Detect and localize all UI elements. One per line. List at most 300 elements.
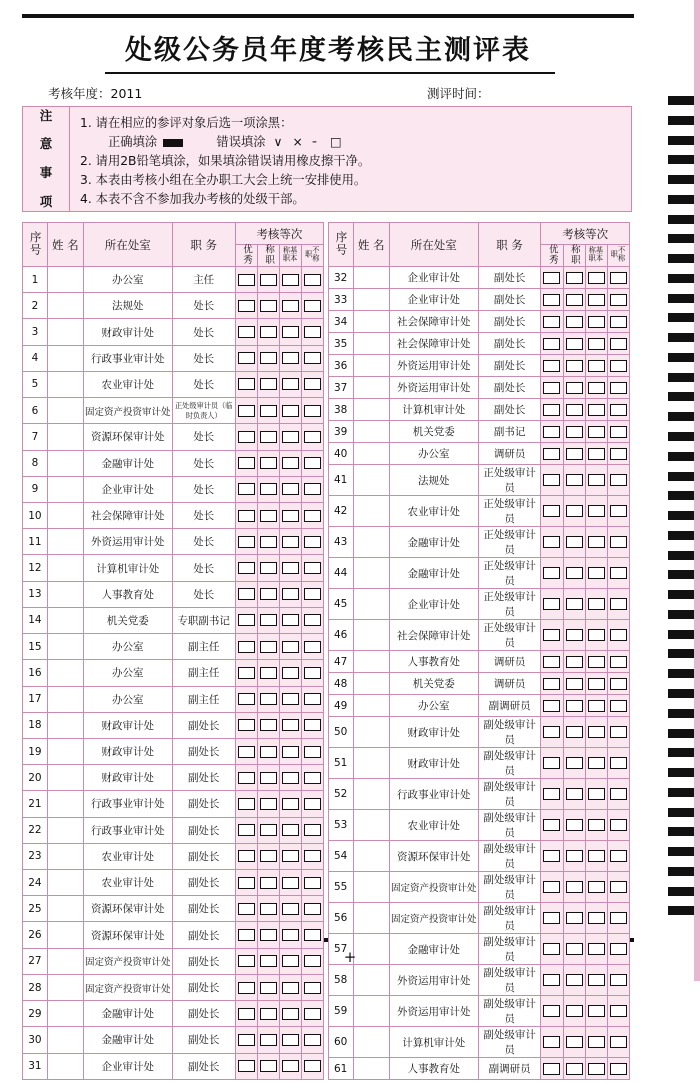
bubble-competent-icon[interactable] [260, 903, 277, 915]
bubble-competent-icon[interactable] [566, 294, 583, 306]
bubble-excellent-icon[interactable] [543, 656, 560, 668]
bubble-cell-basic[interactable] [585, 841, 607, 872]
bubble-excellent-icon[interactable] [543, 474, 560, 486]
bubble-cell-excellent[interactable] [235, 712, 257, 738]
bubble-cell-incompetent[interactable] [607, 717, 629, 748]
bubble-excellent-icon[interactable] [543, 757, 560, 769]
bubble-cell-basic[interactable] [585, 399, 607, 421]
bubble-cell-incompetent[interactable] [607, 965, 629, 996]
bubble-cell-incompetent[interactable] [302, 293, 324, 319]
bubble-cell-competent[interactable] [563, 333, 585, 355]
bubble-cell-excellent[interactable] [541, 399, 563, 421]
bubble-competent-icon[interactable] [566, 404, 583, 416]
bubble-basic-icon[interactable] [282, 352, 299, 364]
bubble-competent-icon[interactable] [566, 598, 583, 610]
bubble-cell-excellent[interactable] [235, 319, 257, 345]
bubble-cell-competent[interactable] [257, 974, 279, 1000]
bubble-basic-icon[interactable] [282, 824, 299, 836]
bubble-cell-competent[interactable] [257, 738, 279, 764]
bubble-cell-excellent[interactable] [541, 465, 563, 496]
bubble-cell-basic[interactable] [585, 465, 607, 496]
bubble-basic-icon[interactable] [588, 426, 605, 438]
bubble-cell-competent[interactable] [257, 529, 279, 555]
bubble-cell-competent[interactable] [257, 607, 279, 633]
bubble-cell-basic[interactable] [585, 589, 607, 620]
bubble-cell-competent[interactable] [257, 870, 279, 896]
bubble-competent-icon[interactable] [260, 431, 277, 443]
bubble-cell-incompetent[interactable] [607, 589, 629, 620]
bubble-basic-icon[interactable] [588, 448, 605, 460]
bubble-excellent-icon[interactable] [238, 693, 255, 705]
bubble-cell-competent[interactable] [563, 267, 585, 289]
bubble-cell-incompetent[interactable] [607, 527, 629, 558]
bubble-cell-incompetent[interactable] [607, 841, 629, 872]
bubble-competent-icon[interactable] [260, 378, 277, 390]
bubble-cell-basic[interactable] [585, 1027, 607, 1058]
bubble-basic-icon[interactable] [588, 272, 605, 284]
bubble-excellent-icon[interactable] [543, 294, 560, 306]
bubble-cell-competent[interactable] [257, 371, 279, 397]
bubble-cell-excellent[interactable] [235, 738, 257, 764]
bubble-cell-basic[interactable] [279, 529, 301, 555]
bubble-cell-competent[interactable] [257, 1027, 279, 1053]
bubble-basic-icon[interactable] [588, 294, 605, 306]
bubble-cell-incompetent[interactable] [302, 607, 324, 633]
bubble-excellent-icon[interactable] [238, 850, 255, 862]
bubble-incompetent-icon[interactable] [304, 903, 321, 915]
bubble-incompetent-icon[interactable] [304, 772, 321, 784]
bubble-cell-basic[interactable] [585, 527, 607, 558]
bubble-basic-icon[interactable] [282, 850, 299, 862]
bubble-competent-icon[interactable] [260, 929, 277, 941]
bubble-basic-icon[interactable] [588, 881, 605, 893]
bubble-excellent-icon[interactable] [238, 877, 255, 889]
bubble-basic-icon[interactable] [282, 641, 299, 653]
bubble-cell-excellent[interactable] [235, 371, 257, 397]
bubble-cell-excellent[interactable] [235, 634, 257, 660]
bubble-competent-icon[interactable] [566, 881, 583, 893]
bubble-cell-incompetent[interactable] [607, 399, 629, 421]
bubble-cell-basic[interactable] [279, 345, 301, 371]
bubble-cell-basic[interactable] [279, 371, 301, 397]
bubble-incompetent-icon[interactable] [304, 405, 321, 417]
bubble-basic-icon[interactable] [588, 338, 605, 350]
bubble-incompetent-icon[interactable] [304, 1034, 321, 1046]
bubble-cell-competent[interactable] [563, 421, 585, 443]
bubble-basic-icon[interactable] [282, 405, 299, 417]
bubble-cell-excellent[interactable] [541, 496, 563, 527]
bubble-competent-icon[interactable] [566, 678, 583, 690]
bubble-incompetent-icon[interactable] [304, 588, 321, 600]
bubble-incompetent-icon[interactable] [610, 404, 627, 416]
bubble-cell-basic[interactable] [279, 1001, 301, 1027]
bubble-cell-competent[interactable] [257, 765, 279, 791]
bubble-cell-competent[interactable] [563, 527, 585, 558]
bubble-cell-incompetent[interactable] [302, 843, 324, 869]
bubble-cell-excellent[interactable] [235, 974, 257, 1000]
bubble-incompetent-icon[interactable] [304, 719, 321, 731]
bubble-excellent-icon[interactable] [238, 562, 255, 574]
bubble-incompetent-icon[interactable] [304, 850, 321, 862]
bubble-basic-icon[interactable] [588, 382, 605, 394]
bubble-incompetent-icon[interactable] [304, 641, 321, 653]
bubble-cell-basic[interactable] [279, 738, 301, 764]
bubble-basic-icon[interactable] [282, 772, 299, 784]
bubble-cell-basic[interactable] [279, 817, 301, 843]
bubble-incompetent-icon[interactable] [610, 629, 627, 641]
bubble-cell-excellent[interactable] [235, 686, 257, 712]
bubble-cell-incompetent[interactable] [607, 267, 629, 289]
bubble-competent-icon[interactable] [260, 982, 277, 994]
bubble-cell-excellent[interactable] [541, 558, 563, 589]
bubble-cell-excellent[interactable] [235, 1001, 257, 1027]
bubble-excellent-icon[interactable] [543, 382, 560, 394]
bubble-cell-basic[interactable] [585, 695, 607, 717]
bubble-competent-icon[interactable] [260, 300, 277, 312]
bubble-excellent-icon[interactable] [238, 378, 255, 390]
bubble-cell-competent[interactable] [257, 843, 279, 869]
bubble-cell-excellent[interactable] [541, 333, 563, 355]
bubble-incompetent-icon[interactable] [610, 382, 627, 394]
bubble-competent-icon[interactable] [260, 352, 277, 364]
bubble-cell-incompetent[interactable] [302, 1053, 324, 1079]
bubble-cell-incompetent[interactable] [607, 421, 629, 443]
bubble-cell-incompetent[interactable] [607, 996, 629, 1027]
bubble-competent-icon[interactable] [566, 505, 583, 517]
bubble-cell-excellent[interactable] [235, 450, 257, 476]
bubble-cell-competent[interactable] [257, 450, 279, 476]
bubble-cell-basic[interactable] [279, 660, 301, 686]
bubble-basic-icon[interactable] [588, 629, 605, 641]
bubble-incompetent-icon[interactable] [304, 982, 321, 994]
bubble-competent-icon[interactable] [566, 426, 583, 438]
bubble-cell-excellent[interactable] [235, 476, 257, 502]
bubble-basic-icon[interactable] [282, 798, 299, 810]
bubble-cell-basic[interactable] [279, 502, 301, 528]
bubble-competent-icon[interactable] [260, 562, 277, 574]
bubble-cell-basic[interactable] [585, 965, 607, 996]
bubble-cell-basic[interactable] [279, 634, 301, 660]
bubble-cell-incompetent[interactable] [607, 620, 629, 651]
bubble-cell-competent[interactable] [563, 965, 585, 996]
bubble-cell-competent[interactable] [563, 810, 585, 841]
bubble-excellent-icon[interactable] [238, 588, 255, 600]
bubble-cell-competent[interactable] [257, 817, 279, 843]
bubble-competent-icon[interactable] [260, 850, 277, 862]
bubble-basic-icon[interactable] [588, 850, 605, 862]
bubble-cell-competent[interactable] [257, 686, 279, 712]
bubble-cell-basic[interactable] [279, 476, 301, 502]
bubble-cell-competent[interactable] [257, 922, 279, 948]
bubble-cell-competent[interactable] [257, 660, 279, 686]
bubble-basic-icon[interactable] [588, 505, 605, 517]
bubble-incompetent-icon[interactable] [610, 316, 627, 328]
bubble-competent-icon[interactable] [566, 757, 583, 769]
bubble-basic-icon[interactable] [588, 536, 605, 548]
bubble-excellent-icon[interactable] [238, 824, 255, 836]
bubble-competent-icon[interactable] [566, 788, 583, 800]
bubble-incompetent-icon[interactable] [304, 300, 321, 312]
bubble-basic-icon[interactable] [282, 719, 299, 731]
bubble-cell-basic[interactable] [585, 903, 607, 934]
bubble-competent-icon[interactable] [566, 1063, 583, 1075]
bubble-cell-basic[interactable] [279, 1027, 301, 1053]
bubble-cell-excellent[interactable] [235, 791, 257, 817]
bubble-cell-competent[interactable] [563, 589, 585, 620]
bubble-competent-icon[interactable] [260, 877, 277, 889]
bubble-incompetent-icon[interactable] [304, 929, 321, 941]
bubble-cell-competent[interactable] [563, 399, 585, 421]
bubble-competent-icon[interactable] [260, 667, 277, 679]
bubble-incompetent-icon[interactable] [304, 877, 321, 889]
bubble-incompetent-icon[interactable] [304, 614, 321, 626]
bubble-excellent-icon[interactable] [543, 404, 560, 416]
bubble-cell-basic[interactable] [585, 558, 607, 589]
bubble-excellent-icon[interactable] [238, 405, 255, 417]
bubble-cell-excellent[interactable] [541, 965, 563, 996]
bubble-cell-excellent[interactable] [541, 841, 563, 872]
bubble-excellent-icon[interactable] [543, 700, 560, 712]
bubble-cell-competent[interactable] [257, 712, 279, 738]
bubble-excellent-icon[interactable] [238, 929, 255, 941]
bubble-incompetent-icon[interactable] [610, 474, 627, 486]
bubble-cell-excellent[interactable] [541, 872, 563, 903]
bubble-incompetent-icon[interactable] [304, 746, 321, 758]
bubble-cell-incompetent[interactable] [607, 872, 629, 903]
bubble-competent-icon[interactable] [566, 1036, 583, 1048]
bubble-cell-competent[interactable] [563, 651, 585, 673]
bubble-cell-competent[interactable] [563, 779, 585, 810]
bubble-competent-icon[interactable] [260, 274, 277, 286]
bubble-cell-excellent[interactable] [541, 443, 563, 465]
bubble-cell-basic[interactable] [585, 996, 607, 1027]
bubble-competent-icon[interactable] [566, 726, 583, 738]
bubble-cell-incompetent[interactable] [607, 496, 629, 527]
bubble-incompetent-icon[interactable] [304, 431, 321, 443]
bubble-cell-basic[interactable] [279, 581, 301, 607]
bubble-basic-icon[interactable] [588, 819, 605, 831]
bubble-cell-incompetent[interactable] [302, 765, 324, 791]
bubble-competent-icon[interactable] [260, 588, 277, 600]
bubble-excellent-icon[interactable] [238, 982, 255, 994]
bubble-competent-icon[interactable] [566, 272, 583, 284]
bubble-cell-basic[interactable] [279, 319, 301, 345]
bubble-competent-icon[interactable] [566, 448, 583, 460]
bubble-cell-competent[interactable] [257, 1001, 279, 1027]
bubble-basic-icon[interactable] [282, 457, 299, 469]
bubble-cell-excellent[interactable] [541, 810, 563, 841]
bubble-cell-basic[interactable] [585, 333, 607, 355]
bubble-excellent-icon[interactable] [543, 426, 560, 438]
bubble-excellent-icon[interactable] [238, 431, 255, 443]
bubble-basic-icon[interactable] [282, 614, 299, 626]
bubble-incompetent-icon[interactable] [304, 536, 321, 548]
bubble-cell-competent[interactable] [563, 496, 585, 527]
bubble-cell-basic[interactable] [279, 398, 301, 424]
bubble-cell-competent[interactable] [257, 581, 279, 607]
bubble-cell-incompetent[interactable] [302, 345, 324, 371]
bubble-competent-icon[interactable] [260, 536, 277, 548]
bubble-cell-excellent[interactable] [541, 289, 563, 311]
bubble-competent-icon[interactable] [260, 326, 277, 338]
bubble-cell-basic[interactable] [585, 443, 607, 465]
bubble-cell-basic[interactable] [585, 651, 607, 673]
bubble-incompetent-icon[interactable] [610, 656, 627, 668]
bubble-excellent-icon[interactable] [543, 1005, 560, 1017]
bubble-excellent-icon[interactable] [543, 912, 560, 924]
bubble-cell-excellent[interactable] [235, 607, 257, 633]
bubble-excellent-icon[interactable] [238, 746, 255, 758]
bubble-cell-incompetent[interactable] [607, 1058, 629, 1080]
bubble-competent-icon[interactable] [260, 798, 277, 810]
bubble-cell-basic[interactable] [279, 791, 301, 817]
bubble-cell-basic[interactable] [585, 311, 607, 333]
bubble-cell-basic[interactable] [585, 620, 607, 651]
bubble-cell-basic[interactable] [585, 673, 607, 695]
bubble-excellent-icon[interactable] [543, 726, 560, 738]
bubble-cell-incompetent[interactable] [302, 398, 324, 424]
bubble-excellent-icon[interactable] [543, 788, 560, 800]
bubble-cell-competent[interactable] [563, 1027, 585, 1058]
bubble-basic-icon[interactable] [282, 274, 299, 286]
bubble-cell-incompetent[interactable] [302, 424, 324, 450]
bubble-basic-icon[interactable] [588, 757, 605, 769]
bubble-competent-icon[interactable] [566, 382, 583, 394]
bubble-cell-excellent[interactable] [541, 651, 563, 673]
bubble-cell-competent[interactable] [257, 267, 279, 293]
bubble-cell-incompetent[interactable] [302, 476, 324, 502]
bubble-cell-excellent[interactable] [541, 620, 563, 651]
bubble-cell-competent[interactable] [563, 717, 585, 748]
bubble-cell-competent[interactable] [563, 872, 585, 903]
bubble-incompetent-icon[interactable] [610, 567, 627, 579]
bubble-cell-excellent[interactable] [541, 779, 563, 810]
bubble-competent-icon[interactable] [566, 567, 583, 579]
bubble-cell-incompetent[interactable] [607, 748, 629, 779]
bubble-excellent-icon[interactable] [238, 1034, 255, 1046]
bubble-cell-incompetent[interactable] [302, 502, 324, 528]
bubble-cell-basic[interactable] [585, 748, 607, 779]
bubble-basic-icon[interactable] [282, 929, 299, 941]
bubble-cell-incompetent[interactable] [607, 651, 629, 673]
bubble-cell-excellent[interactable] [235, 1027, 257, 1053]
bubble-excellent-icon[interactable] [238, 798, 255, 810]
bubble-competent-icon[interactable] [566, 536, 583, 548]
bubble-cell-competent[interactable] [563, 1058, 585, 1080]
bubble-cell-excellent[interactable] [235, 660, 257, 686]
bubble-basic-icon[interactable] [282, 588, 299, 600]
bubble-competent-icon[interactable] [260, 719, 277, 731]
bubble-cell-incompetent[interactable] [302, 450, 324, 476]
bubble-incompetent-icon[interactable] [610, 757, 627, 769]
bubble-basic-icon[interactable] [282, 510, 299, 522]
bubble-competent-icon[interactable] [566, 316, 583, 328]
bubble-basic-icon[interactable] [282, 667, 299, 679]
bubble-incompetent-icon[interactable] [304, 798, 321, 810]
bubble-excellent-icon[interactable] [543, 678, 560, 690]
bubble-basic-icon[interactable] [588, 788, 605, 800]
bubble-incompetent-icon[interactable] [610, 505, 627, 517]
bubble-cell-basic[interactable] [279, 267, 301, 293]
bubble-basic-icon[interactable] [282, 1060, 299, 1072]
bubble-excellent-icon[interactable] [543, 1036, 560, 1048]
bubble-cell-incompetent[interactable] [607, 779, 629, 810]
bubble-cell-excellent[interactable] [235, 870, 257, 896]
bubble-cell-competent[interactable] [563, 996, 585, 1027]
bubble-excellent-icon[interactable] [238, 326, 255, 338]
bubble-incompetent-icon[interactable] [304, 378, 321, 390]
bubble-excellent-icon[interactable] [543, 598, 560, 610]
bubble-basic-icon[interactable] [282, 536, 299, 548]
bubble-competent-icon[interactable] [260, 483, 277, 495]
bubble-basic-icon[interactable] [588, 316, 605, 328]
bubble-competent-icon[interactable] [566, 974, 583, 986]
bubble-cell-competent[interactable] [257, 502, 279, 528]
bubble-cell-incompetent[interactable] [607, 810, 629, 841]
bubble-excellent-icon[interactable] [543, 567, 560, 579]
bubble-incompetent-icon[interactable] [304, 483, 321, 495]
bubble-cell-competent[interactable] [257, 398, 279, 424]
bubble-incompetent-icon[interactable] [610, 294, 627, 306]
bubble-competent-icon[interactable] [260, 1008, 277, 1020]
bubble-incompetent-icon[interactable] [610, 819, 627, 831]
bubble-basic-icon[interactable] [588, 404, 605, 416]
bubble-basic-icon[interactable] [282, 562, 299, 574]
bubble-cell-competent[interactable] [563, 620, 585, 651]
bubble-cell-incompetent[interactable] [607, 311, 629, 333]
bubble-competent-icon[interactable] [566, 850, 583, 862]
bubble-cell-basic[interactable] [585, 496, 607, 527]
bubble-basic-icon[interactable] [282, 431, 299, 443]
bubble-excellent-icon[interactable] [238, 536, 255, 548]
bubble-basic-icon[interactable] [282, 1008, 299, 1020]
bubble-basic-icon[interactable] [282, 378, 299, 390]
bubble-cell-excellent[interactable] [541, 903, 563, 934]
bubble-cell-incompetent[interactable] [607, 443, 629, 465]
bubble-cell-basic[interactable] [585, 267, 607, 289]
bubble-cell-excellent[interactable] [235, 345, 257, 371]
bubble-cell-competent[interactable] [563, 673, 585, 695]
bubble-excellent-icon[interactable] [238, 772, 255, 784]
bubble-cell-incompetent[interactable] [607, 1027, 629, 1058]
bubble-cell-incompetent[interactable] [302, 267, 324, 293]
bubble-incompetent-icon[interactable] [610, 1036, 627, 1048]
bubble-competent-icon[interactable] [566, 338, 583, 350]
bubble-excellent-icon[interactable] [238, 903, 255, 915]
bubble-cell-excellent[interactable] [541, 355, 563, 377]
bubble-incompetent-icon[interactable] [304, 457, 321, 469]
bubble-cell-excellent[interactable] [541, 267, 563, 289]
bubble-cell-excellent[interactable] [235, 896, 257, 922]
bubble-incompetent-icon[interactable] [610, 536, 627, 548]
bubble-cell-excellent[interactable] [541, 673, 563, 695]
bubble-cell-basic[interactable] [279, 922, 301, 948]
bubble-incompetent-icon[interactable] [304, 510, 321, 522]
bubble-cell-excellent[interactable] [541, 748, 563, 779]
bubble-excellent-icon[interactable] [543, 272, 560, 284]
bubble-cell-competent[interactable] [257, 896, 279, 922]
bubble-cell-incompetent[interactable] [302, 529, 324, 555]
bubble-excellent-icon[interactable] [543, 629, 560, 641]
bubble-excellent-icon[interactable] [238, 300, 255, 312]
bubble-excellent-icon[interactable] [543, 1063, 560, 1075]
bubble-excellent-icon[interactable] [543, 974, 560, 986]
bubble-cell-incompetent[interactable] [302, 896, 324, 922]
bubble-competent-icon[interactable] [566, 629, 583, 641]
bubble-cell-basic[interactable] [279, 843, 301, 869]
bubble-incompetent-icon[interactable] [610, 850, 627, 862]
bubble-cell-competent[interactable] [257, 476, 279, 502]
